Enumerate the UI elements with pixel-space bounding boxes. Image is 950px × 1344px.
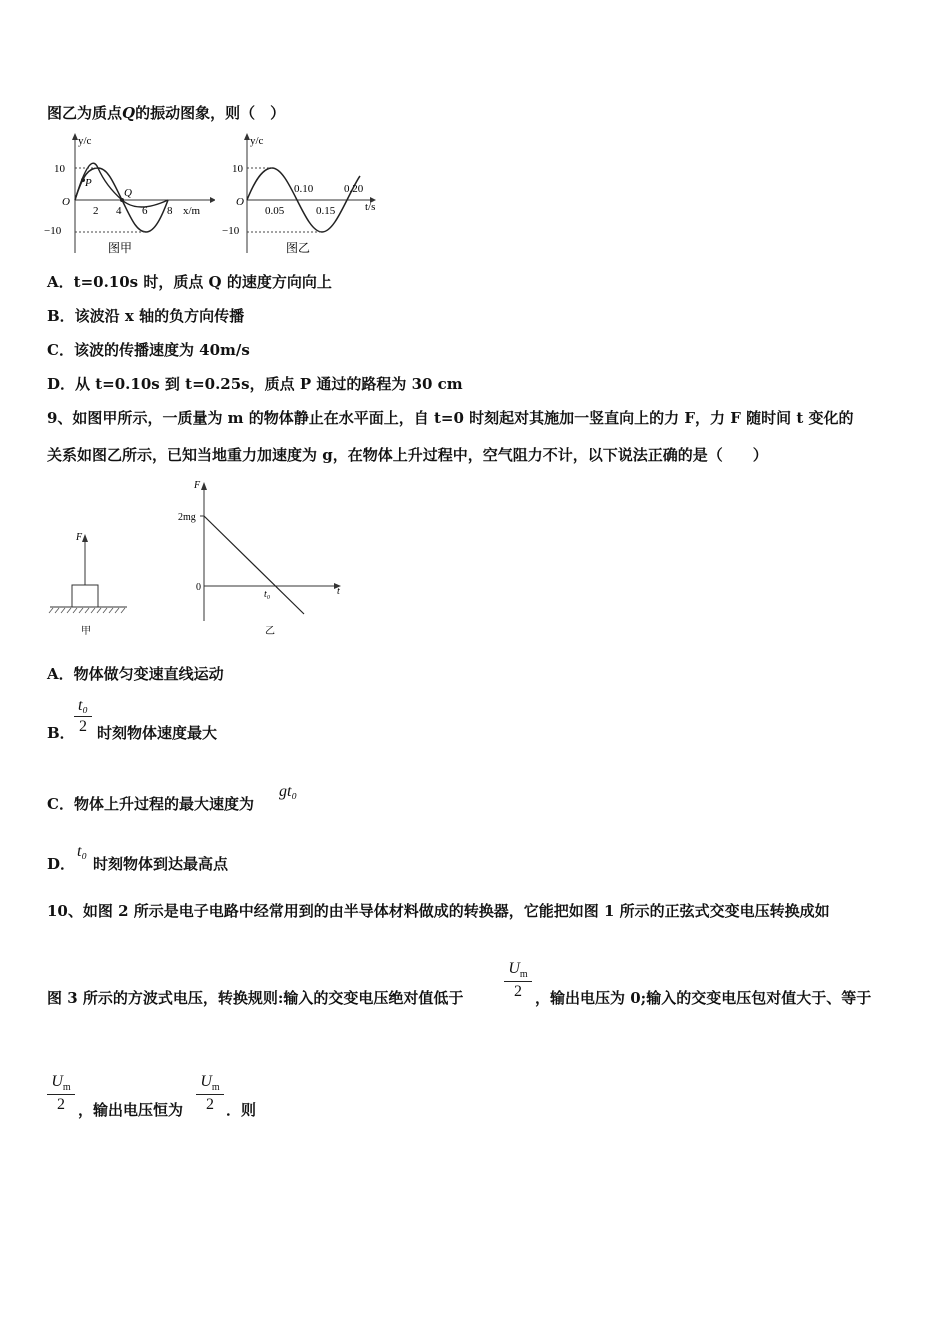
q9-option-d-expr: t₀: [77, 843, 88, 860]
q10-frac3-den: 2: [206, 1096, 214, 1114]
jia-point-q: Q: [124, 187, 132, 199]
jia-xtick-6: 6: [142, 205, 148, 217]
q10-fraction-2: [47, 1073, 75, 1114]
q9-option-b-label: B．: [47, 724, 75, 742]
yi-tick-010: 0.10: [294, 183, 314, 195]
q10-line-3a: ，输出电压恒为: [78, 1101, 184, 1119]
q10-frac1-sub: m: [519, 969, 528, 981]
jia-point-p: P: [85, 177, 92, 189]
q9-jia-force: F: [76, 532, 83, 543]
yi-tick-015: 0.15: [316, 205, 336, 217]
yi-xlabel: t/s: [365, 201, 376, 213]
q9-line-1: 9、如图甲所示，一质量为 m 的物体静止在水平面上，自 t=0 时刻起对其施加一竖直向上的力 F，力 F 随时间 t 变化的: [47, 409, 854, 427]
jia-xtick-8: 8: [167, 205, 173, 217]
q9-yi-t0: t₀: [264, 589, 271, 600]
yi-ylabel: y/c: [250, 135, 264, 147]
q9-option-b-num: t₀: [77, 697, 88, 714]
jia-xtick-4: 4: [116, 205, 122, 217]
q9-yi-caption: 乙: [265, 626, 275, 637]
q10-line-1: 10、如图 2 所示是电子电路中经常用到的由半导体材料做成的转换器，它能把如图 1 所示的正弦式交变电压转换成如: [47, 902, 830, 920]
intro-line: [47, 102, 285, 123]
q9-option-d-text: 时刻物体到达最高点: [93, 855, 229, 873]
q9-yi-origin: 0: [196, 582, 201, 593]
q9-option-c-expr: gt₀: [279, 783, 298, 800]
q9-option-d-label: D．: [47, 855, 76, 873]
q8-option-b: B．该波沿 x 轴的负方向传播: [47, 307, 245, 325]
q10-frac3-num: U: [200, 1073, 212, 1090]
jia-xtick-2: 2: [93, 205, 99, 217]
q9-fig-yi: [172, 476, 352, 641]
q10-frac1-den: 2: [514, 983, 522, 1001]
q9-option-b-den: 2: [79, 718, 87, 735]
q10-frac2-sub: m: [62, 1082, 71, 1094]
yi-origin: O: [236, 196, 244, 208]
q9-option-c-text: C．物体上升过程的最大速度为: [47, 795, 254, 813]
yi-ybottom: −10: [222, 225, 240, 237]
jia-ylabel: y/c: [78, 135, 92, 147]
vibration-graph-yi: [222, 128, 387, 260]
q9-yi-ylabel: F: [194, 480, 201, 491]
jia-origin: O: [62, 196, 70, 208]
q10-frac2-den: 2: [57, 1096, 65, 1114]
q9-option-b-fraction: [74, 697, 92, 736]
jia-caption: 图甲: [108, 241, 133, 255]
wave-graph-jia: [40, 128, 215, 260]
q10-fraction-3: [196, 1073, 224, 1114]
jia-ybottom: −10: [44, 225, 62, 237]
intro-q: Q: [122, 104, 136, 122]
yi-tick-005: 0.05: [265, 205, 285, 217]
q10-frac2-num: U: [51, 1073, 63, 1090]
intro-text-2: 的振动图象，则（ ）: [135, 104, 286, 122]
q10-line-2a: 图 3 所示的方波式电压，转换规则:输入的交变电压绝对值低于: [47, 989, 464, 1007]
intro-text-1: 图乙为质点: [47, 104, 123, 122]
jia-xlabel: x/m: [183, 205, 201, 217]
q9-jia-caption: 甲: [81, 626, 91, 637]
q9-option-b-text: 时刻物体速度最大: [97, 724, 218, 742]
q8-option-a: A．t=0.10s 时，质点 Q 的速度方向向上: [47, 273, 332, 291]
q9-line-2: 关系如图乙所示，已知当地重力加速度为 g，在物体上升过程中，空气阻力不计，以下说法正确的是（ ）: [47, 446, 768, 464]
q10-line-3b: ．则: [226, 1101, 257, 1119]
q10-fraction-1: [504, 960, 532, 1001]
q10-line-2b: ，输出电压为 0;输入的交变电压包对值大于、等于: [535, 989, 872, 1007]
yi-caption: 图乙: [286, 241, 311, 255]
q9-option-a: A．物体做匀变速直线运动: [47, 665, 224, 683]
jia-ytop: 10: [54, 163, 65, 175]
q10-frac1-num: U: [508, 960, 520, 977]
q8-option-c: C．该波的传播速度为 40m/s: [47, 341, 250, 359]
yi-tick-020: 0.20: [344, 183, 364, 195]
q8-option-d: D．从 t=0.10s 到 t=0.25s，质点 P 通过的路程为 30 cm: [47, 375, 463, 393]
yi-ytop: 10: [232, 163, 243, 175]
q9-yi-xlabel: t: [337, 586, 340, 597]
q9-fig-jia: [45, 520, 135, 640]
q10-frac3-sub: m: [211, 1082, 220, 1094]
q9-yi-ytop: 2mg: [178, 512, 196, 523]
